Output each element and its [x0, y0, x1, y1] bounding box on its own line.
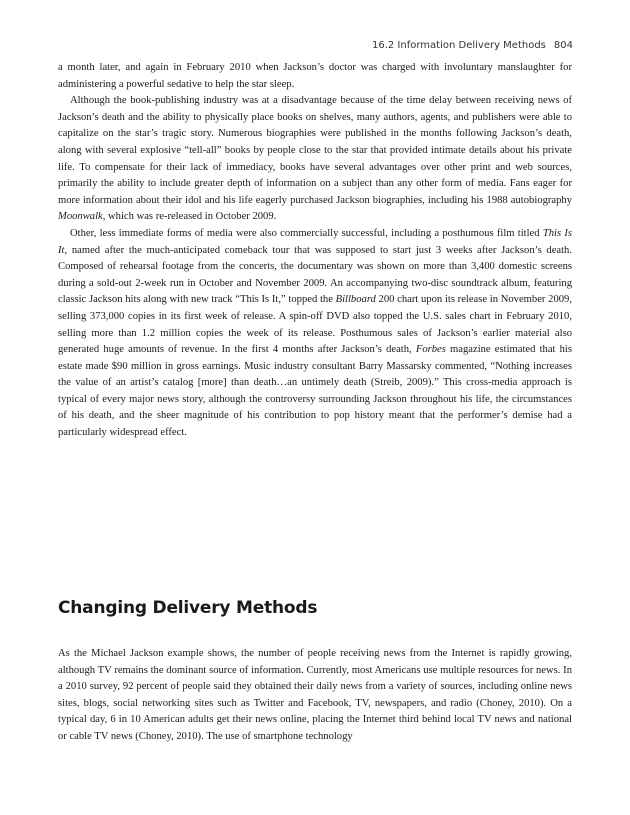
- text-run: Although the book-publishing industry was at a disadvantage because of the time delay between receiving news of Jackson’s death and the ability to physically place books on shelves, many authors, agents, and publishers were able to capitalize on the star’s tragic story. Numerous biographies were published in the months following Jackson’s death, along with several explosive “tell-all” books by people close to the star that provided intimate details about his private life. To compensate for their lack of immediacy, books have several advantages over other print and web sources, primarily the ability to include greater depth of information on a subject than any other form of media. Fans eager for more information about their idol and his life eagerly purchased Jackson biographies, including his 1988 autobiography: [58, 95, 572, 206]
- text-run: a month later, and again in February 2010 when Jackson’s doctor was charged with involuntary manslaughter for administering a powerful sedative to help the star sleep.: [58, 62, 572, 90]
- paragraph-p2: [58, 93, 572, 226]
- text-run: Other, less immediate forms of media were also commercially successful, including a posthumous film titled: [70, 227, 543, 239]
- paragraph-p1: [58, 60, 572, 93]
- section-heading: Changing Delivery Methods: [58, 598, 318, 618]
- paragraph-p4: [58, 646, 572, 746]
- text-run: magazine estimated that his estate made $90 million in gross earnings. Music industry consultant Barry Massarsky commented, “Nothing increases the value of an artist’s catalog [more] than death…an untimely death (Streib, 2009).” This cross-media approach is typical of every major news story, although the controversy surrounding Jackson throughout his life, the circumstances of his death, and the sheer magnitude of his contribution to pop history meant that the performer’s demise had a particularly widespread effect.: [58, 344, 573, 439]
- body-text-upper: [58, 60, 572, 442]
- text-run: 200 chart upon its release in November 2009, selling 373,000 copies in its first week of release. A spin-off DVD also topped the U.S. sales chart in February 2010, selling more than 1.2 million copies the week of its release. Posthumous sales of Jackson’s earlier material also generated huge amounts of revenue. In the first 4 months after Jackson’s death,: [58, 294, 573, 356]
- text-run: As the Michael Jackson example shows, the number of people receiving news from the Internet is rapidly growing, although TV remains the dominant source of information. Currently, most Americans use multiple resources for news. In a 2010 survey, 92 percent of people said they obtained their daily news from a variety of sources, including online news sites, blogs, social networking sites such as Twitter and Facebook, TV, newspapers, and radio (Choney, 2010). On a typical day, 6 in 10 American adults get their news online, placing the Internet third behind local TV news and national or cable TV news (Choney, 2010). The use of smartphone technology: [58, 648, 572, 742]
- header-page-number: 804: [553, 40, 573, 51]
- italic-title: Billboard: [335, 294, 376, 306]
- text-run: , named after the much-anticipated comeback tour that was supposed to start just 3 weeks after Jackson’s death. Composed of rehearsal footage from the concerts, the documentary was shown on more than 3,400 domestic screens during a sold-out 2-week run in October and November 2009. An accompanying two-disc soundtrack album, featuring classic Jackson hits along with new track “This Is It,” topped the: [58, 244, 572, 306]
- italic-title: Moonwalk: [58, 211, 103, 223]
- body-text-lower: [58, 646, 572, 746]
- text-run: , which was re-released in October 2009.: [102, 211, 277, 223]
- italic-title: This Is It: [58, 227, 573, 256]
- running-header: [372, 40, 573, 51]
- header-section-title: 16.2 Information Delivery Methods: [371, 40, 546, 51]
- italic-title: Forbes: [415, 344, 446, 356]
- paragraph-p3: [58, 226, 572, 442]
